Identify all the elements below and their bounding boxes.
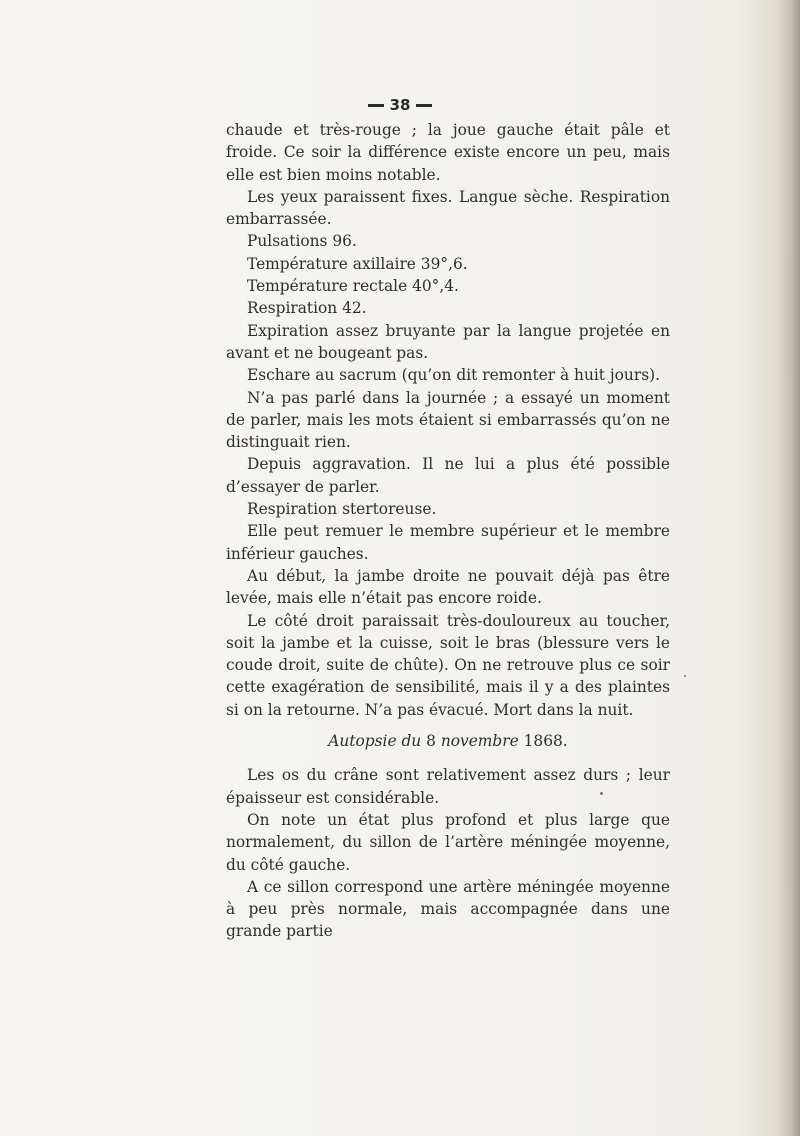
paper-speck — [684, 675, 686, 677]
paragraph: Respiration 42. — [247, 299, 367, 318]
paragraph: Elle peut remuer le membre supérieur et le membre inférieur gauches. — [226, 522, 670, 563]
paragraph: Respiration stertoreuse. — [247, 500, 437, 519]
paragraph: Depuis aggravation. Il ne lui a plus été possible d’essayer de parler. — [226, 455, 670, 496]
paragraph: Pulsations 96. — [247, 232, 357, 251]
heading-prefix: Autopsie du — [328, 732, 422, 751]
paragraph: On note un état plus profond et plus large que normalement, du sillon de l’artère méningée moyenne, du côté gauche. — [226, 810, 670, 874]
paragraph: Les os du crâne sont relativement assez durs ; leur épaisseur est considérable. — [226, 766, 670, 807]
section-heading — [226, 730, 670, 752]
page-number-value: 38 — [389, 96, 411, 114]
paragraph: Température rectale 40°,4. — [247, 277, 459, 296]
paper-speck — [600, 792, 603, 795]
heading-year: 1868. — [523, 732, 568, 751]
page-number — [0, 96, 800, 114]
paragraph: N’a pas parlé dans la journée ; a essayé un moment de parler, mais les mots étaient si embarrassés qu’on ne distinguait rien. — [226, 388, 670, 452]
paragraph: Eschare au sacrum (qu’on dit remonter à huit jours). — [247, 366, 660, 385]
heading-date: 8 — [426, 732, 436, 751]
paragraph: Température axillaire 39°,6. — [247, 254, 468, 273]
paragraph: Le côté droit paraissait très-douloureux au toucher, soit la jambe et la cuisse, soit le bras (blessure vers le coude droit, suite de chûte). On ne retrouve plus ce soir cette exagération de sensibilité, mais il y a des plaintes si on la retourne. N’a pas évacué. Mort dans la nuit. — [226, 611, 670, 719]
paragraph: Les yeux paraissent fixes. Langue sèche. Respiration embarrassée. — [226, 187, 670, 229]
paragraph: Expiration assez bruyante par la langue projetée en avant et ne bougeant pas. — [226, 321, 670, 362]
page-number-right-dash — [416, 104, 432, 107]
body-text — [226, 119, 670, 943]
paragraph: Au début, la jambe droite ne pouvait déjà pas être levée, mais elle n’était pas encore roide. — [226, 566, 670, 608]
paragraph: A ce sillon correspond une artère méningée moyenne à peu près normale, mais accompagnée dans une grande partie — [226, 877, 670, 941]
paragraph-continuation: chaude et très-rouge ; la joue gauche était pâle et froide. Ce soir la différence existe encore un peu, mais elle est bien moins notable. — [226, 121, 670, 184]
heading-month: novembre — [440, 732, 519, 751]
page-edge-shadow — [778, 0, 800, 1136]
page-number-left-dash — [368, 104, 384, 107]
